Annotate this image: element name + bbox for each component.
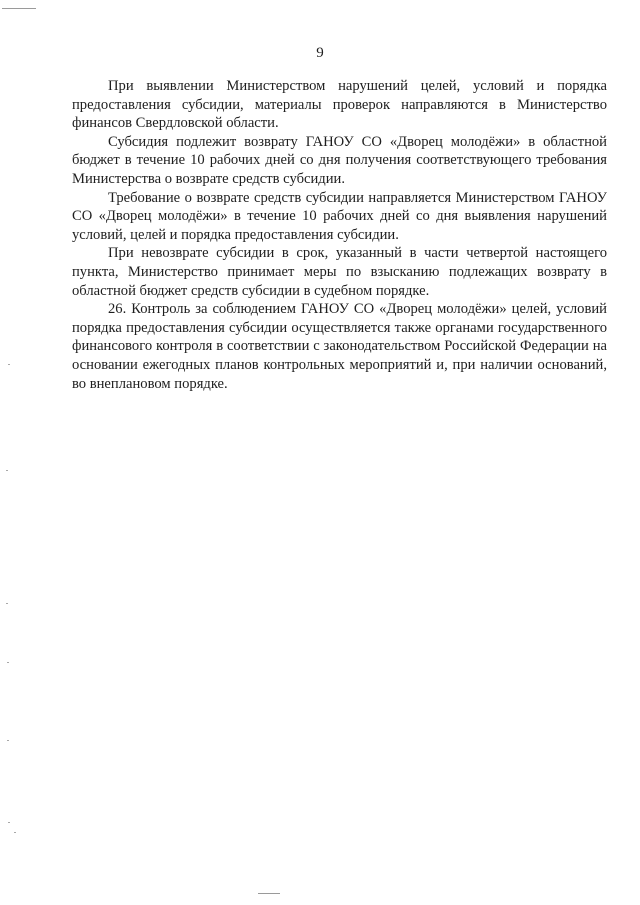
scan-artifact xyxy=(6,603,8,604)
scan-artifact-top-left xyxy=(2,8,36,9)
scan-artifact xyxy=(7,662,9,663)
paragraph-return-demand: Требование о возврате средств субсидии направляется Министерством ГАНОУ СО «Дворец молодёжи» в течение 10 рабочих дней со дня выявления нарушений условий, целей и порядка предоставления субсидии. xyxy=(72,189,607,243)
scan-artifact xyxy=(7,740,9,741)
page-number: 9 xyxy=(316,45,324,61)
paragraph-violations-report: При выявлении Министерством нарушений целей, условий и порядка предоставления субсидии, материалы проверок направляются в Министерство финансов Свердловской области. xyxy=(72,78,607,132)
paragraph-subsidy-return: Субсидия подлежит возврату ГАНОУ СО «Дворец молодёжи» в областной бюджет в течение 10 рабочих дней со дня получения соответствующего требования Министерства о возврате средств субсидии. xyxy=(72,133,607,187)
paragraph-26-control: 26. Контроль за соблюдением ГАНОУ СО «Дворец молодёжи» целей, условий порядка предоставления субсидии осуществляется также органами государственного финансового контроля в соответствии с законодательством Российской Федерации на основании ежегодных планов контрольных мероприятий и, при наличии оснований, во внеплановом порядке. xyxy=(72,301,607,392)
scan-artifact-bottom xyxy=(258,893,280,894)
paragraph-non-return: При невозврате субсидии в срок, указанный в части четвертой настоящего пункта, Министерство принимает меры по взысканию подлежащих возврату в областной бюджет средств субсидии в судебном порядке. xyxy=(72,245,607,299)
document-body xyxy=(72,77,607,393)
scan-artifact xyxy=(8,364,10,365)
scan-artifact xyxy=(14,832,16,833)
scan-artifact xyxy=(6,470,8,471)
scan-artifact xyxy=(8,822,10,823)
